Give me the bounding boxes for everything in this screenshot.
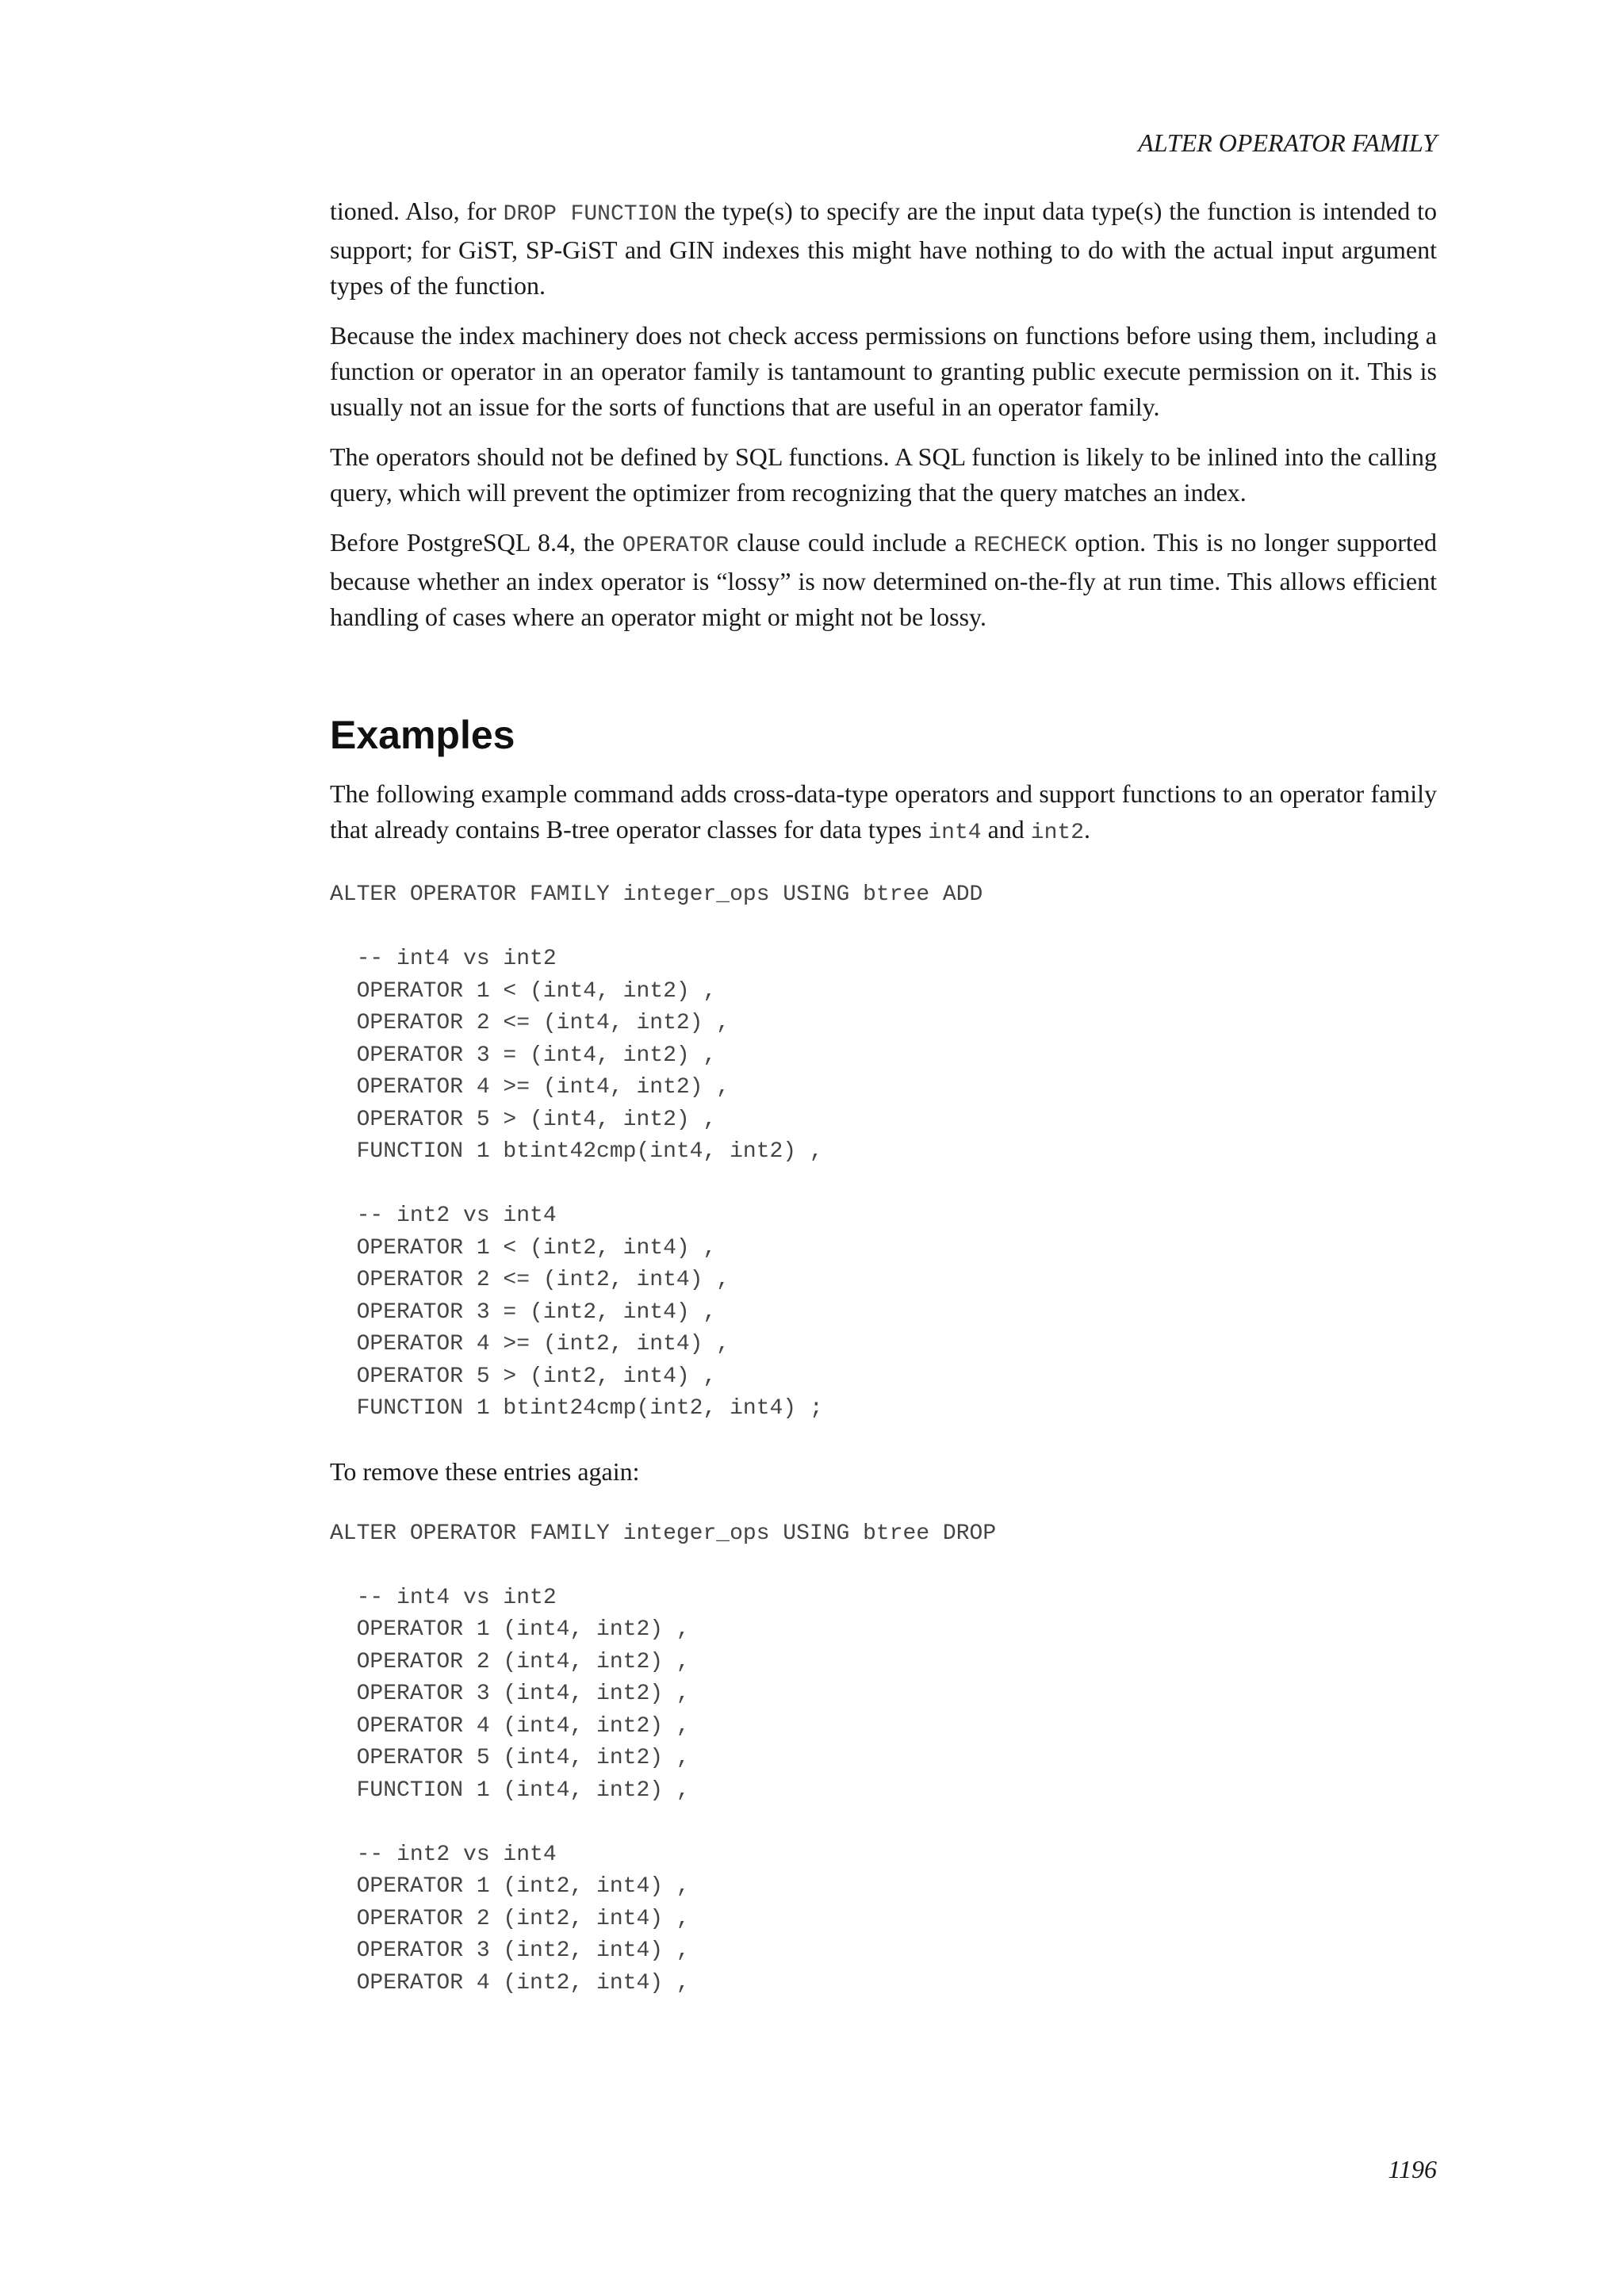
page-number: 1196 [1388,2155,1437,2183]
text-run: and [981,815,1031,844]
code-block-add: ALTER OPERATOR FAMILY integer_ops USING btree ADD -- int4 vs int2 OPERATOR 1 < (int4, int2) , OPERATOR 2 <= (int4, int2) , OPERATOR 3 = (int4, int2) , OPERATOR 4 >= (int4, int2) , OPERATOR 5 > (int4, int2) , FUNCTION 1 btint42cmp(int4, int2) , -- int2 vs int4 OPERATOR 1 < (int2, int4) , OPERATOR 2 <= (int2, int4) , OPERATOR 3 = (int2, int4) , OPERATOR 4 >= (int2, int4) , OPERATOR 5 > (int2, int4) , FUNCTION 1 btint24cmp(int2, int4) ; [330,882,983,1421]
text-run: the type(s) to specify are the input data type(s) the function is intended to support; for GiST, SP-GiST and GIN indexes this might have nothing to do with the actual input argument types of the function. [330,197,1438,300]
inline-code: int2 [1030,821,1084,845]
paragraph-remove-intro: To remove these entries again: [330,1456,640,1486]
text-run: clause could include a [729,528,974,557]
text-run: The following example command adds cross-data-type operators and support functions to an operator family that already contains B-tree operator classes for data types [330,779,1437,844]
text-run: Before PostgreSQL 8.4, the [330,528,622,557]
text-run: . [1084,815,1090,844]
text-run: option. This is no longer supported because whether an index operator is “lossy” is now determined on-the-fly at run time. This allows efficient handling of cases where an operator might or might not be lossy. [330,528,1438,631]
code-block-drop: ALTER OPERATOR FAMILY integer_ops USING btree DROP -- int4 vs int2 OPERATOR 1 (int4, int2) , OPERATOR 2 (int4, int2) , OPERATOR 3 (int4, int2) , OPERATOR 4 (int4, int2) , OPERATOR 5 (int4, int2) , FUNCTION 1 (int4, int2) , -- int2 vs int4 OPERATOR 1 (int2, int4) , OPERATOR 2 (int2, int4) , OPERATOR 3 (int2, int4) , OPERATOR 4 (int2, int4) , [330,1521,997,1996]
inline-code: OPERATOR [622,534,730,558]
paragraph-sql-functions: The operators should not be defined by SQL functions. A SQL function is likely to be inlined into the calling query, which will prevent the optimizer from recognizing that the query matches an index. [330,442,1437,507]
inline-code: RECHECK [973,534,1067,558]
section-heading-examples: Examples [330,713,515,757]
inline-code: DROP FUNCTION [503,202,678,227]
running-header: ALTER OPERATOR FAMILY [1138,128,1437,157]
inline-code: int4 [928,821,982,845]
text-run: tioned. Also, for [330,197,504,225]
document-page [330,0,1437,2296]
paragraph-recheck-option [330,525,1437,635]
page-body [330,193,1437,2028]
paragraph-examples-intro [330,776,1437,851]
paragraph-drop-function-note [330,193,1437,304]
paragraph-access-permissions: Because the index machinery does not check access permissions on functions before using them, including a function or operator in an operator family is tantamount to granting public execute permission on it. This is usually not an issue for the sorts of functions that are useful in an operator family. [330,321,1437,421]
